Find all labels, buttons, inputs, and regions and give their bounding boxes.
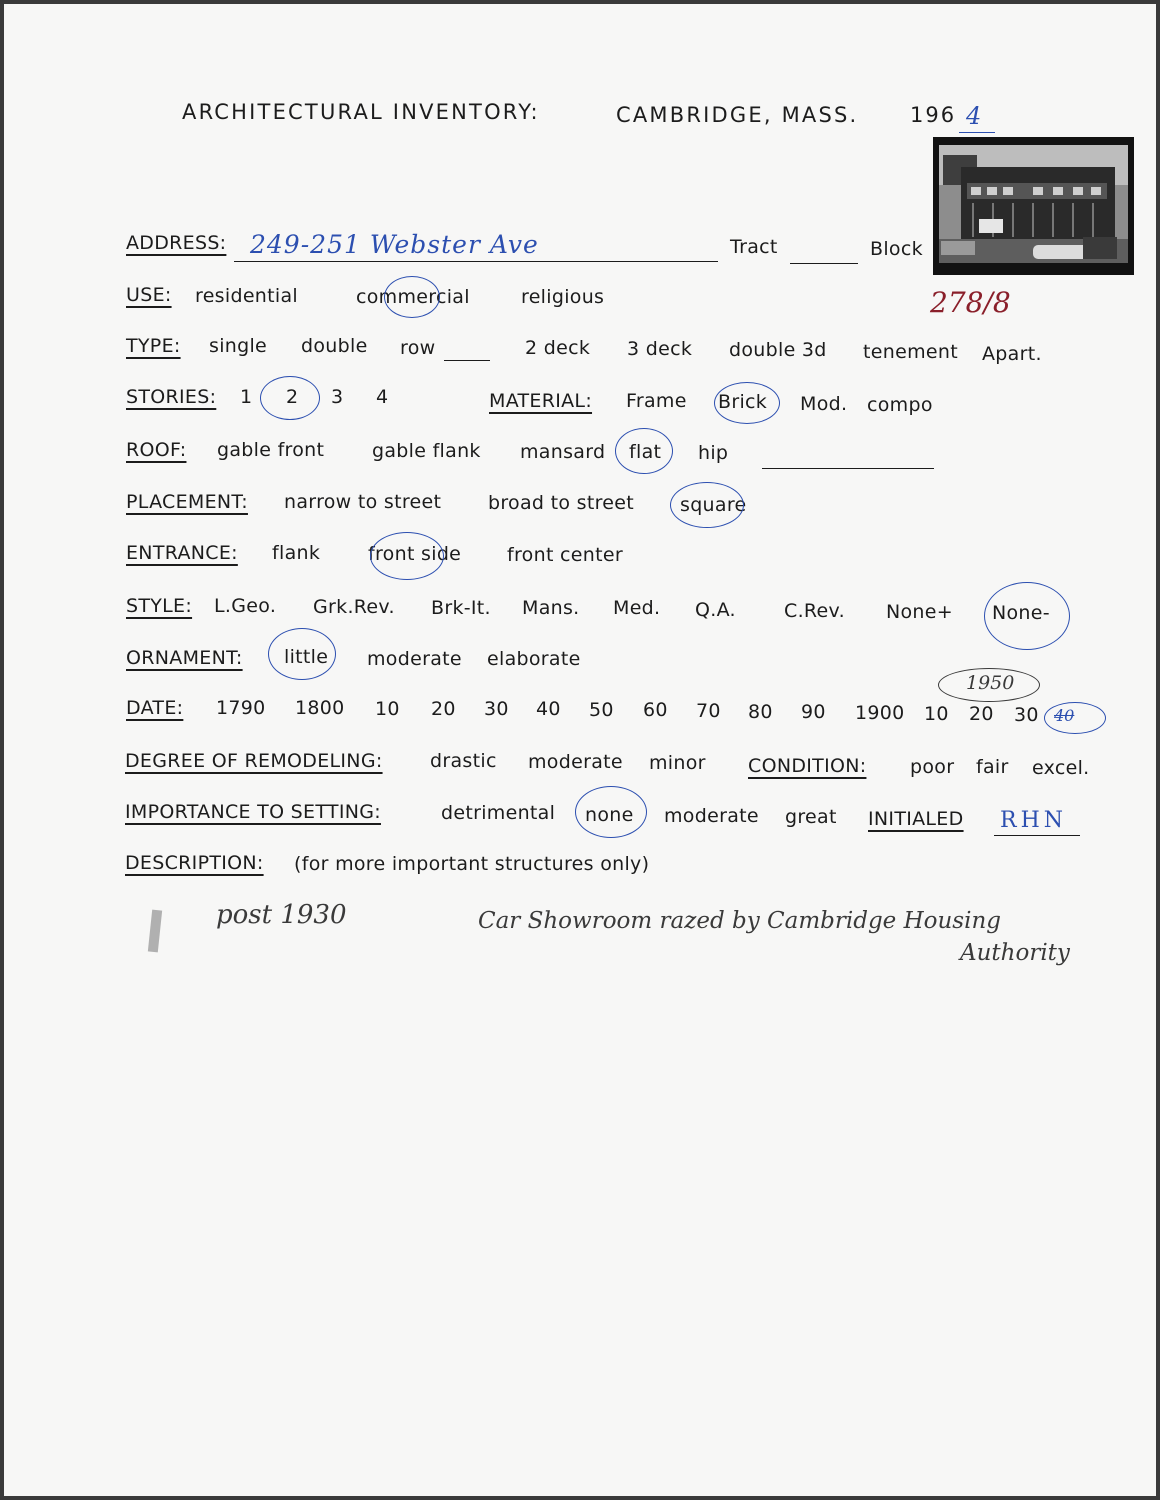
type-option-double3d[interactable]: double 3d <box>729 339 827 361</box>
style-option-none-plus[interactable]: None+ <box>886 601 953 623</box>
roof-option-mansard[interactable]: mansard <box>520 441 606 463</box>
use-option-commercial[interactable]: commercial <box>356 286 470 308</box>
ornament-option-moderate[interactable]: moderate <box>367 648 462 670</box>
block-label: Block <box>870 238 923 260</box>
date-option[interactable]: 80 <box>748 701 773 723</box>
type-row-line <box>444 360 490 361</box>
importance-option-none[interactable]: none <box>585 804 634 826</box>
placement-selected-circle <box>670 482 744 528</box>
address-line <box>234 261 718 262</box>
placement-option-square[interactable]: square <box>680 494 747 516</box>
ornament-option-little[interactable]: little <box>284 646 329 668</box>
date-option[interactable]: 1900 <box>855 702 905 724</box>
roof-option-hip[interactable]: hip <box>698 442 729 464</box>
style-option-crev[interactable]: C.Rev. <box>784 600 845 622</box>
form-year-handwritten: 4 <box>966 102 982 130</box>
hole-punch-mark <box>148 910 162 953</box>
material-option-frame[interactable]: Frame <box>626 390 687 412</box>
style-option-med[interactable]: Med. <box>613 597 661 619</box>
roof-option-flat[interactable]: flat <box>629 441 662 463</box>
stories-option-3[interactable]: 3 <box>331 386 344 408</box>
roof-option-gable-flank[interactable]: gable flank <box>372 440 481 462</box>
importance-option-detrimental[interactable]: detrimental <box>441 802 556 824</box>
description-handwritten-right-1: Car Showroom razed by Cambridge Housing <box>478 908 1002 934</box>
style-selected-circle <box>984 582 1070 650</box>
roof-option-gable-front[interactable]: gable front <box>217 439 325 461</box>
material-option-compo[interactable]: compo <box>867 394 933 416</box>
condition-option-excel[interactable]: excel. <box>1032 757 1090 779</box>
form-place: CAMBRIDGE, MASS. <box>616 103 859 127</box>
material-option-mod[interactable]: Mod. <box>800 393 848 415</box>
address-label: ADDRESS: <box>126 232 227 254</box>
building-photo-image <box>933 137 1134 275</box>
year-underline <box>959 132 995 133</box>
date-option[interactable]: 30 <box>484 698 509 720</box>
stories-option-4[interactable]: 4 <box>376 386 389 408</box>
address-value: 249-251 Webster Ave <box>250 230 539 259</box>
date-handwritten-circle <box>938 668 1040 702</box>
type-option-double[interactable]: double <box>301 335 368 357</box>
roof-label: ROOF: <box>126 439 187 461</box>
entrance-option-front-center[interactable]: front center <box>507 544 623 566</box>
date-option[interactable]: 10 <box>924 703 949 725</box>
date-option[interactable]: 70 <box>696 700 721 722</box>
style-option-none-minus[interactable]: None- <box>992 602 1050 624</box>
tract-label: Tract <box>730 236 778 258</box>
type-label: TYPE: <box>126 335 181 357</box>
date-option-crossed[interactable]: 40 <box>1054 706 1075 725</box>
type-option-3deck[interactable]: 3 deck <box>627 338 693 360</box>
building-photo <box>933 137 1134 275</box>
description-label: DESCRIPTION: <box>125 852 264 874</box>
date-option[interactable]: 20 <box>969 703 994 725</box>
stories-selected-circle <box>260 376 320 420</box>
importance-selected-circle <box>575 786 647 838</box>
use-selected-circle <box>384 276 440 318</box>
block-value: 278/8 <box>930 286 1011 319</box>
placement-label: PLACEMENT: <box>126 491 248 513</box>
date-option[interactable]: 20 <box>431 698 456 720</box>
description-note: (for more important structures only) <box>294 853 650 875</box>
placement-option-broad[interactable]: broad to street <box>488 492 635 514</box>
type-option-row[interactable]: row <box>400 337 436 359</box>
initialed-label: INITIALED <box>868 808 964 830</box>
importance-option-moderate[interactable]: moderate <box>664 805 759 827</box>
importance-option-great[interactable]: great <box>785 806 837 828</box>
date-label: DATE: <box>126 697 184 719</box>
use-label: USE: <box>126 284 172 306</box>
ornament-selected-circle <box>268 628 336 680</box>
description-handwritten-right-2: Authority <box>960 940 1070 966</box>
remodeling-option-drastic[interactable]: drastic <box>430 750 497 772</box>
style-label: STYLE: <box>126 595 193 617</box>
style-option-brkit[interactable]: Brk-It. <box>431 597 491 619</box>
remodeling-option-moderate[interactable]: moderate <box>528 751 623 773</box>
use-option-residential[interactable]: residential <box>195 285 299 307</box>
type-option-tenement[interactable]: tenement <box>863 341 958 363</box>
style-option-qa[interactable]: Q.A. <box>695 599 736 621</box>
date-option[interactable]: 60 <box>643 699 668 721</box>
material-label: MATERIAL: <box>489 390 593 412</box>
condition-option-fair[interactable]: fair <box>976 756 1009 778</box>
style-option-grkrev[interactable]: Grk.Rev. <box>313 596 395 618</box>
placement-option-narrow[interactable]: narrow to street <box>284 491 442 513</box>
date-option[interactable]: 1800 <box>295 697 345 719</box>
date-crossed-circle <box>1044 702 1106 734</box>
date-option[interactable]: 40 <box>536 698 561 720</box>
date-option[interactable]: 50 <box>589 699 614 721</box>
condition-label: CONDITION: <box>748 755 867 777</box>
material-selected-circle <box>714 382 780 424</box>
form-title: ARCHITECTURAL INVENTORY: <box>182 100 540 124</box>
remodeling-option-minor[interactable]: minor <box>649 752 706 774</box>
style-option-mans[interactable]: Mans. <box>522 597 580 619</box>
description-handwritten-left: post 1930 <box>216 900 347 930</box>
inventory-form-sheet <box>4 4 1156 1496</box>
date-option[interactable]: 1790 <box>216 697 266 719</box>
initialed-line <box>994 835 1080 836</box>
date-option[interactable]: 90 <box>801 701 826 723</box>
initialed-value: RHN <box>1000 808 1067 833</box>
roof-other-line <box>762 468 934 469</box>
stories-option-2[interactable]: 2 <box>286 386 299 408</box>
ornament-option-elaborate[interactable]: elaborate <box>487 648 581 670</box>
stories-label: STORIES: <box>126 386 217 408</box>
entrance-option-front-side[interactable]: front side <box>368 543 462 565</box>
date-option[interactable]: 30 <box>1014 704 1039 726</box>
form-year-printed: 196 <box>910 103 957 127</box>
type-option-apart[interactable]: Apart. <box>982 343 1042 365</box>
date-option[interactable]: 10 <box>375 698 400 720</box>
stories-option-1[interactable]: 1 <box>240 386 253 408</box>
roof-selected-circle <box>615 428 673 474</box>
style-option-lgeo[interactable]: L.Geo. <box>214 595 277 617</box>
use-option-religious[interactable]: religious <box>521 286 605 308</box>
entrance-option-flank[interactable]: flank <box>272 542 321 564</box>
type-option-2deck[interactable]: 2 deck <box>525 337 591 359</box>
remodeling-label: DEGREE OF REMODELING: <box>125 750 383 772</box>
date-handwritten: 1950 <box>966 672 1015 694</box>
entrance-selected-circle <box>370 532 444 580</box>
material-option-brick[interactable]: Brick <box>718 391 768 413</box>
type-option-single[interactable]: single <box>209 335 268 357</box>
importance-label: IMPORTANCE TO SETTING: <box>125 801 381 823</box>
ornament-label: ORNAMENT: <box>126 647 243 669</box>
tract-line <box>790 263 858 264</box>
condition-option-poor[interactable]: poor <box>910 756 955 778</box>
entrance-label: ENTRANCE: <box>126 542 238 564</box>
